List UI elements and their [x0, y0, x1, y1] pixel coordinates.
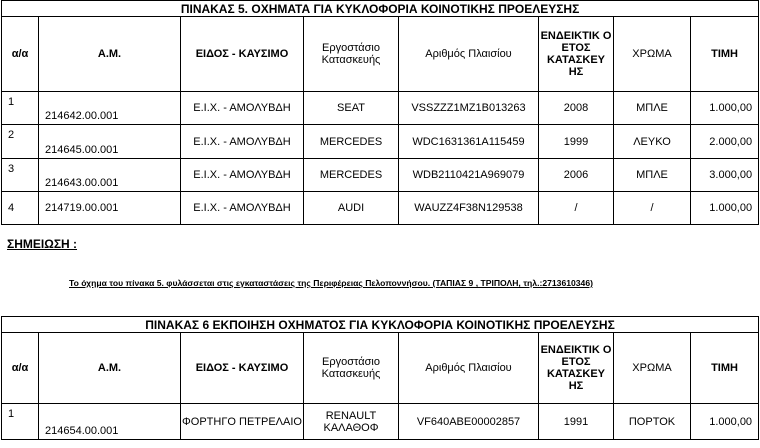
cell-index: 1 [2, 404, 39, 440]
table-6-header-row [2, 333, 759, 404]
table-row [2, 125, 759, 159]
table-5 [1, 0, 759, 225]
cell-manufacturer: SEAT [304, 92, 399, 125]
cell-index: 3 [2, 159, 39, 192]
cell-price: 1.000,00 [691, 404, 759, 440]
cell-year: 2006 [539, 159, 614, 192]
cell-color: ΜΠΛΕ [614, 92, 691, 125]
table-5-title-row [2, 1, 759, 17]
cell-year: 1991 [539, 404, 614, 440]
header-price: ΤΙΜΗ [691, 333, 759, 404]
cell-manufacturer: MERCEDES [304, 125, 399, 159]
cell-manufacturer: AUDI [304, 192, 399, 225]
cell-type-fuel: Ε.Ι.Χ. - ΑΜΟΛΥΒΔΗ [181, 192, 304, 225]
header-type-fuel: ΕΙΔΟΣ - ΚΑΥΣΙΜΟ [181, 333, 304, 404]
cell-chassis-number: WAUZZ4F38N129538 [399, 192, 539, 225]
header-year: ΕΝΔΕΙΚΤΙΚ Ο ΕΤΟΣ ΚΑΤΑΣΚΕΥ ΗΣ [539, 333, 614, 404]
table-6-title-row [2, 317, 759, 333]
cell-manufacturer: RENAULT ΚΑΛΑΘΟΦ [304, 404, 399, 440]
cell-year: 1999 [539, 125, 614, 159]
cell-type-fuel: ΦΟΡΤΗΓΟ ΠΕΤΡΕΛΑΙΟ [181, 404, 304, 440]
cell-type-fuel: Ε.Ι.Χ. - ΑΜΟΛΥΒΔΗ [181, 92, 304, 125]
cell-chassis-number: VF640ABE00002857 [399, 404, 539, 440]
table-6 [1, 316, 759, 440]
cell-am: 214643.00.001 [39, 159, 181, 192]
header-price: ΤΙΜΗ [691, 17, 759, 92]
header-color: ΧΡΩΜΑ [614, 17, 691, 92]
cell-color: ΜΠΛΕ [614, 159, 691, 192]
cell-price: 1.000,00 [691, 192, 759, 225]
cell-am: 214642.00.001 [39, 92, 181, 125]
header-manufacturer: Εργοστάσιο Κατασκευής [304, 333, 399, 404]
header-am: Α.Μ. [39, 333, 181, 404]
note-label: ΣΗΜΕΙΩΣΗ : [7, 237, 78, 251]
table-row [2, 404, 759, 440]
cell-type-fuel: Ε.Ι.Χ. - ΑΜΟΛΥΒΔΗ [181, 159, 304, 192]
cell-year: / [539, 192, 614, 225]
cell-color: / [614, 192, 691, 225]
cell-type-fuel: Ε.Ι.Χ. - ΑΜΟΛΥΒΔΗ [181, 125, 304, 159]
cell-year: 2008 [539, 92, 614, 125]
header-index: α/α [2, 333, 39, 404]
header-am: Α.Μ. [39, 17, 181, 92]
cell-am: 214654.00.001 [39, 404, 181, 440]
header-index: α/α [2, 17, 39, 92]
cell-index: 4 [2, 192, 39, 225]
table-row [2, 159, 759, 192]
cell-price: 1.000,00 [691, 92, 759, 125]
note-text: Το όχημα του πίνακα 5. φυλάσσεται στις εγκαταστάσεις της Περιφέρειας Πελοποννήσου. (ΤΑΠΙΑΣ 9 , ΤΡΙΠΟΛΗ, τηλ.:2713610346) [69, 278, 593, 288]
cell-chassis-number: VSSZZZ1MZ1B013263 [399, 92, 539, 125]
table-6-title: ΠΙΝΑΚΑΣ 6 ΕΚΠΟΙΗΣΗ ΟΧΗΜΑΤΟΣ ΓΙΑ ΚΥΚΛΟΦΟΡΙΑ ΚΟΙΝΟΤΙΚΗΣ ΠΡΟΕΛΕΥΣΗΣ [2, 317, 759, 333]
header-year: ΕΝΔΕΙΚΤΙΚ Ο ΕΤΟΣ ΚΑΤΑΣΚΕΥ ΗΣ [539, 17, 614, 92]
cell-price: 2.000,00 [691, 125, 759, 159]
cell-color: ΛΕΥΚΟ [614, 125, 691, 159]
header-chassis-number: Αριθμός Πλαισίου [399, 17, 539, 92]
header-chassis-number: Αριθμός Πλαισίου [399, 333, 539, 404]
cell-chassis-number: WDB2110421A969079 [399, 159, 539, 192]
table-row [2, 192, 759, 225]
cell-price: 3.000,00 [691, 159, 759, 192]
cell-color: ΠΟΡΤΟΚ [614, 404, 691, 440]
header-manufacturer: Εργοστάσιο Κατασκευής [304, 17, 399, 92]
table-row [2, 92, 759, 125]
cell-am: 214645.00.001 [39, 125, 181, 159]
cell-chassis-number: WDC1631361A115459 [399, 125, 539, 159]
cell-manufacturer: MERCEDES [304, 159, 399, 192]
cell-am: 214719.00.001 [39, 192, 181, 225]
table-5-header-row [2, 17, 759, 92]
header-color: ΧΡΩΜΑ [614, 333, 691, 404]
table-5-title: ΠΙΝΑΚΑΣ 5. ΟΧΗΜΑΤΑ ΓΙΑ ΚΥΚΛΟΦΟΡΙΑ ΚΟΙΝΟΤΙΚΗΣ ΠΡΟΕΛΕΥΣΗΣ [2, 1, 759, 17]
header-type-fuel: ΕΙΔΟΣ - ΚΑΥΣΙΜΟ [181, 17, 304, 92]
cell-index: 1 [2, 92, 39, 125]
cell-index: 2 [2, 125, 39, 159]
